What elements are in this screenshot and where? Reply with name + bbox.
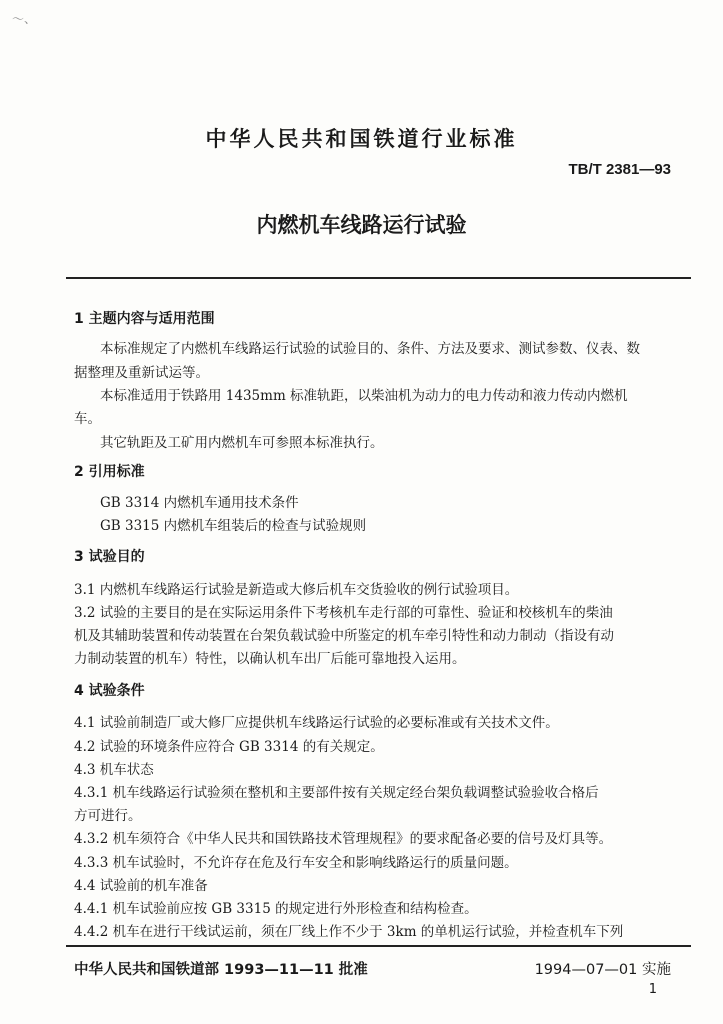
org-title: 中华人民共和国铁道行业标准 (205, 127, 518, 151)
standard-code: TB/T 2381—93 (568, 161, 671, 178)
page-number: 1 (648, 982, 657, 997)
clause-4-1: 4.1 试验前制造厂或大修厂应提供机车线路运行试验的必要标准或有关技术文件。 (74, 715, 559, 731)
clause-4-3-1: 4.3.1 机车线路运行试验须在整机和主要部件按有关规定经台架负载调整试验验收合格后 (74, 785, 599, 801)
clause-4-3-2: 4.3.2 机车须符合《中华人民共和国铁路技术管理规程》的要求配备必要的信号及灯具等。 (74, 831, 613, 847)
clause-3-2-cont: 力制动装置的机车）特性，以确认机车出厂后能可靠地投入运用。 (74, 651, 466, 667)
reference-item: GB 3314 内燃机车通用技术条件 (100, 495, 299, 511)
paragraph: 据整理及重新试运等。 (74, 365, 209, 381)
effective-date: 1994—07—01 实施 (534, 962, 671, 978)
clause-4-3: 4.3 机车状态 (74, 762, 154, 778)
clause-3-2: 3.2 试验的主要目的是在实际运用条件下考核机车走行部的可靠性、验证和校核机车的柴油 (74, 605, 613, 621)
clause-3-2-cont: 机及其辅助装置和传动装置在台架负载试验中所鉴定的机车牵引特性和动力制动（指设有动 (74, 628, 614, 644)
section-3-heading: 3 试验目的 (74, 549, 145, 565)
clause-3-1: 3.1 内燃机车线路运行试验是新造或大修后机车交货验收的例行试验项目。 (74, 582, 519, 598)
clause-4-4-1: 4.4.1 机车试验前应按 GB 3315 的规定进行外形检查和结构检查。 (74, 901, 478, 917)
section-2-heading: 2 引用标准 (74, 464, 145, 480)
document-title: 内燃机车线路运行试验 (256, 213, 467, 237)
scan-mark: 〜、 (12, 12, 37, 26)
section-4-heading: 4 试验条件 (74, 683, 145, 699)
clause-4-4: 4.4 试验前的机车准备 (74, 878, 208, 894)
paragraph: 本标准适用于铁路用 1435mm 标准轨距，以柴油机为动力的电力传动和液力传动内燃机 (100, 388, 628, 404)
clause-4-4-2: 4.4.2 机车在进行干线试运前，须在厂线上作不少于 3km 的单机运行试验，并检查机车下列 (74, 924, 624, 940)
section-1-heading: 1 主题内容与适用范围 (74, 311, 215, 327)
reference-item: GB 3315 内燃机车组装后的检查与试验规则 (100, 518, 367, 534)
paragraph: 其它轨距及工矿用内燃机车可参照本标准执行。 (100, 435, 384, 451)
paragraph: 本标准规定了内燃机车线路运行试验的试验目的、条件、方法及要求、测试参数、仪表、数 (100, 341, 640, 357)
paragraph: 车。 (74, 411, 101, 427)
clause-4-3-1-cont: 方可进行。 (74, 808, 142, 824)
clause-4-2: 4.2 试验的环境条件应符合 GB 3314 的有关规定。 (74, 739, 384, 755)
clause-4-3-3: 4.3.3 机车试验时，不允许存在危及行车安全和影响线路运行的质量问题。 (74, 855, 518, 871)
approval-line: 中华人民共和国铁道部 1993—11—11 批准 (74, 962, 368, 978)
header-rule (66, 277, 691, 279)
footer-rule (66, 945, 691, 947)
